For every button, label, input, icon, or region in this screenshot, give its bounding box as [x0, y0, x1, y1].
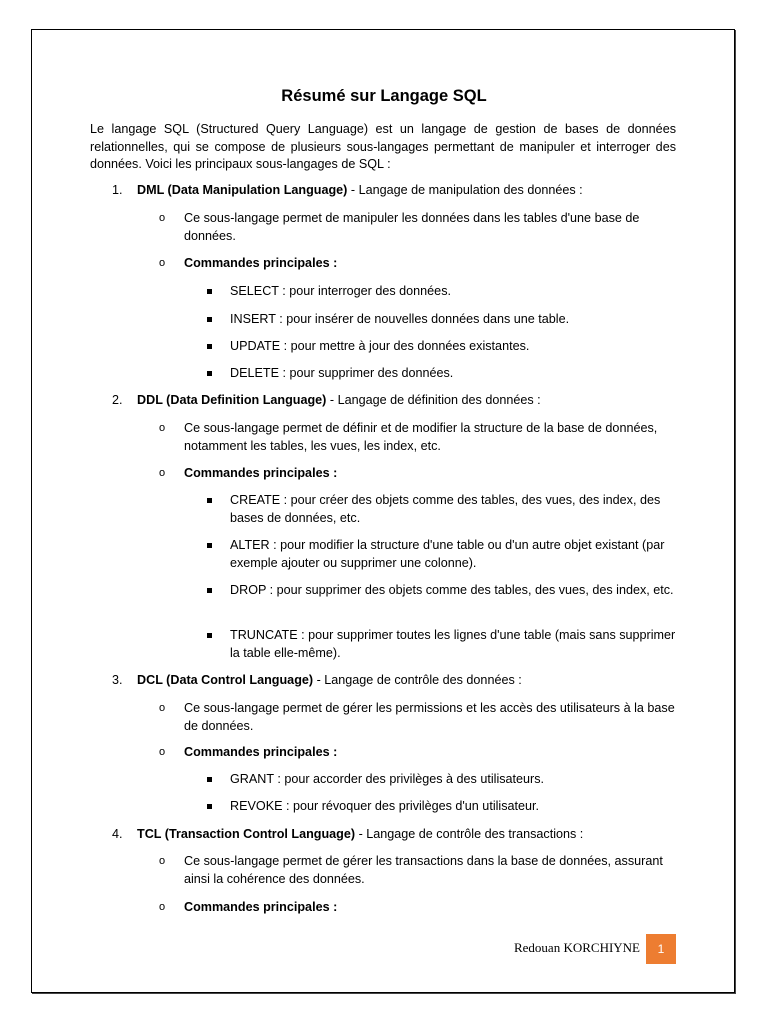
page-number-badge: 1 [646, 934, 676, 964]
circle-bullet-icon: o [159, 702, 166, 714]
section-name: DDL (Data Definition Language) [137, 393, 327, 407]
square-bullet-icon [207, 498, 212, 503]
circle-bullet-icon: o [159, 855, 166, 867]
circle-bullet-icon: o [159, 746, 166, 758]
square-bullet-icon [207, 317, 212, 322]
circle-bullet-icon: o [159, 257, 166, 269]
circle-bullet-icon: o [159, 422, 166, 434]
section-number: 2. [112, 393, 123, 407]
circle-bullet-icon: o [159, 467, 166, 479]
section-number: 3. [112, 673, 123, 687]
document-title: Résumé sur Langage SQL [281, 87, 487, 105]
section-number: 4. [112, 827, 123, 841]
footer-author: Redouan KORCHIYNE [513, 940, 640, 955]
square-bullet-icon [207, 633, 212, 638]
circle-bullet-icon: o [159, 901, 166, 913]
square-bullet-icon [207, 588, 212, 593]
square-bullet-icon [207, 777, 212, 782]
section-desc: - Langage de définition des données : [326, 393, 541, 407]
square-bullet-icon [207, 543, 212, 548]
circle-bullet-icon: o [159, 212, 166, 224]
square-bullet-icon [207, 371, 212, 376]
section-desc: - Langage de manipulation des données : [347, 183, 583, 197]
section-desc: - Langage de contrôle des transactions : [355, 827, 584, 841]
square-bullet-icon [207, 804, 212, 809]
section-name: TCL (Transaction Control Language) [137, 827, 356, 841]
section-number: 1. [112, 183, 123, 197]
intro-paragraph: Le langage SQL (Structured Query Language) est un langage de gestion de bases de données relationnelles, qui se compose de plusieurs sous-langages permettant de manipuler et interroger des données. Voici les principaux sous-langages de SQL : [90, 122, 676, 171]
square-bullet-icon [207, 289, 212, 294]
square-bullet-icon [207, 344, 212, 349]
section-name: DCL (Data Control Language) [137, 673, 314, 687]
section-name: DML (Data Manipulation Language) [137, 183, 348, 197]
section-desc: - Langage de contrôle des données : [313, 673, 522, 687]
